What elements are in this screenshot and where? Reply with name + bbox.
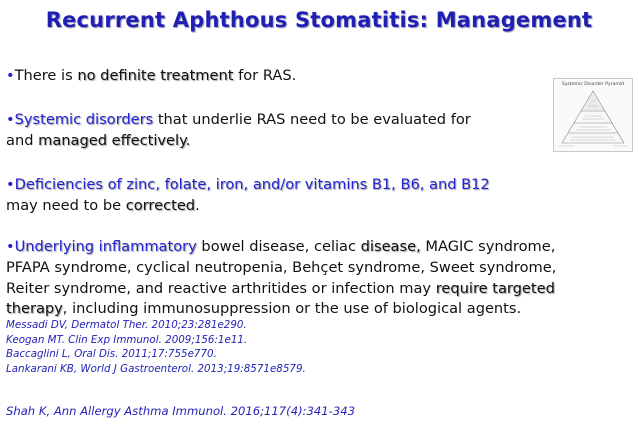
bullet-marker: • xyxy=(6,238,15,255)
text: MAGIC syndrome, xyxy=(420,238,556,255)
text: There is xyxy=(14,67,78,84)
bullet-marker: • xyxy=(6,67,15,84)
bullet-systemic-disorders xyxy=(6,110,471,130)
text: and xyxy=(6,132,39,149)
source-citation: Shah K, Ann Allergy Asthma Immunol. 2016;117(4):341-343 xyxy=(6,404,355,418)
bullet-underlying-line3 xyxy=(6,279,555,299)
bullet-deficiencies-line2 xyxy=(6,196,200,216)
text: for RAS. xyxy=(233,67,297,84)
text-emphasis: Systemic disorders xyxy=(14,111,154,128)
bullet-underlying-inflammatory xyxy=(6,237,555,257)
text-emphasis: Deficiencies of zinc, folate, iron, and/or vitamins B1, B6, and B12 xyxy=(14,176,490,193)
pyramid-figure xyxy=(553,78,633,152)
figure-title: Systemic Disorder Pyramid xyxy=(561,82,625,87)
text-emphasis: managed effectively. xyxy=(38,132,191,149)
reference-item: Lankarani KB, World J Gastroenterol. 2013;19:8571e8579. xyxy=(6,362,306,375)
text-emphasis: Underlying inflammatory xyxy=(14,238,197,255)
text: Reiter syndrome, and reactive arthritides or infection may xyxy=(6,280,436,297)
bullet-underlying-line2 xyxy=(6,258,556,278)
text-emphasis: no definite treatment xyxy=(77,67,234,84)
text-emphasis: require targeted xyxy=(435,280,555,297)
references xyxy=(6,318,306,376)
text-emphasis: corrected xyxy=(125,197,196,214)
text: that underlie RAS need to be evaluated for xyxy=(153,111,471,128)
bullet-marker: • xyxy=(6,111,15,128)
slide-title: Recurrent Aphthous Stomatitis: Management xyxy=(45,8,593,32)
bullet-underlying-line4 xyxy=(6,299,521,319)
reference-item: Messadi DV, Dermatol Ther. 2010;23:281e290. xyxy=(6,319,247,331)
pyramid-graphic xyxy=(554,79,632,151)
bullet-deficiencies xyxy=(6,175,490,195)
text: . xyxy=(195,197,200,214)
bullet-systemic-disorders-line2 xyxy=(6,131,190,151)
text-emphasis: disease, xyxy=(360,238,421,255)
reference-item: Baccaglini L, Oral Dis. 2011;17:755e770. xyxy=(6,348,217,361)
text: may need to be xyxy=(6,197,126,214)
text: bowel disease, celiac xyxy=(196,238,361,255)
reference-item: Keogan MT. Clin Exp Immunol. 2009;156:1e11. xyxy=(6,333,248,346)
bullet-no-definite-treatment xyxy=(6,66,296,86)
text: , including immunosuppression or the use of biological agents. xyxy=(62,300,522,317)
text: PFAPA syndrome, cyclical neutropenia, Behçet syndrome, Sweet syndrome, xyxy=(6,259,557,276)
text-emphasis: therapy xyxy=(6,300,63,317)
bullet-marker: • xyxy=(6,176,15,193)
